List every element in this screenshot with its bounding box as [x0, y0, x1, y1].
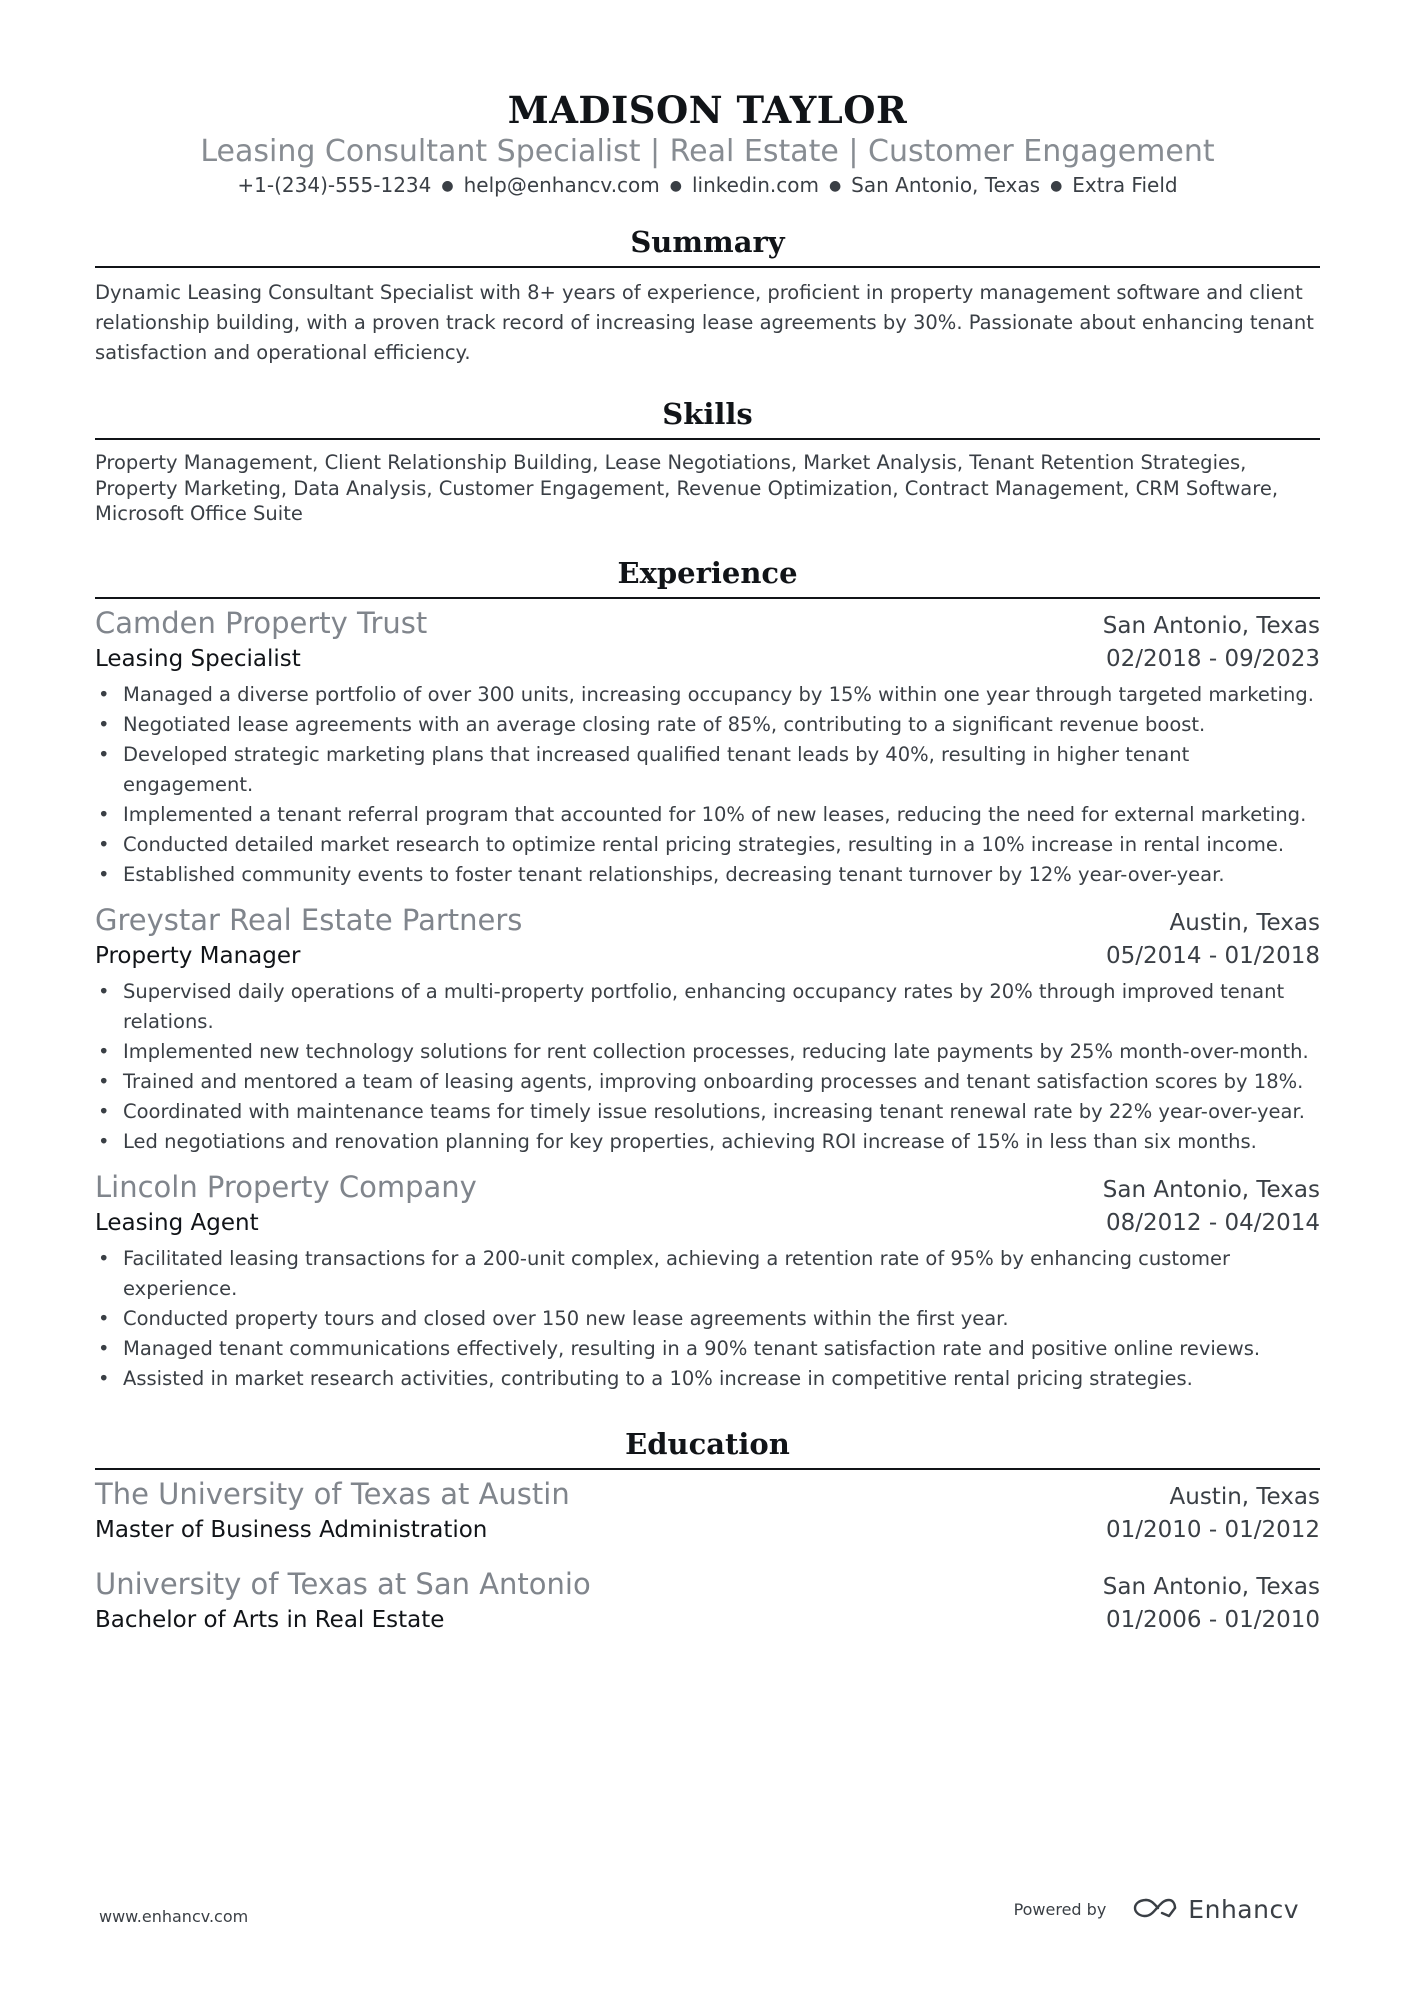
- contact-extra-field: Extra Field: [1072, 173, 1178, 197]
- list-item: • Developed strategic marketing plans that increased qualified tenant leads by 40%, resulting in higher tenant engagement.: [95, 740, 1320, 800]
- resume-content: [95, 88, 1320, 1637]
- achievement-list: [95, 680, 1320, 890]
- job-title: Property Manager: [95, 942, 301, 969]
- list-item: • Established community events to foster tenant relationships, decreasing tenant turnover by 12% year-over-year.: [95, 860, 1320, 890]
- entry-subheader-row: [95, 1206, 1320, 1240]
- section-divider: [95, 597, 1320, 599]
- footer-branding[interactable]: [1014, 1895, 1299, 1924]
- list-item: • Negotiated lease agreements with an average closing rate of 85%, contributing to a significant revenue boost.: [95, 710, 1320, 740]
- job-title: Leasing Specialist: [95, 645, 301, 672]
- entry-subheader-row: [95, 939, 1320, 973]
- entry-header-row: [95, 1566, 1320, 1603]
- achievement-list: [95, 977, 1320, 1157]
- list-item: • Coordinated with maintenance teams for timely issue resolutions, increasing tenant renewal rate by 22% year-over-year.: [95, 1097, 1320, 1127]
- section-title-experience: Experience: [617, 555, 798, 590]
- section-title-skills: Skills: [662, 397, 753, 431]
- section-title-education: Education: [625, 1426, 790, 1461]
- job-dates: 08/2012 - 04/2014: [1105, 1209, 1320, 1236]
- school-location: San Antonio, Texas: [1102, 1573, 1320, 1600]
- contact-linkedin[interactable]: linkedin.com: [691, 173, 819, 197]
- degree: Bachelor of Arts in Real Estate: [95, 1606, 445, 1633]
- bullet-separator: ●: [1050, 178, 1063, 194]
- education-section: [95, 1424, 1320, 1637]
- education-dates: 01/2006 - 01/2010: [1105, 1606, 1320, 1633]
- section-divider: [95, 438, 1320, 440]
- school-name: The University of Texas at Austin: [95, 1476, 570, 1511]
- brand-name: Enhancv: [1188, 1895, 1299, 1924]
- list-item: • Implemented a tenant referral program that accounted for 10% of new leases, reducing the need for external marketing.: [95, 800, 1320, 830]
- job-dates: 05/2014 - 01/2018: [1105, 942, 1320, 969]
- school-name: University of Texas at San Antonio: [95, 1566, 591, 1601]
- education-dates: 01/2010 - 01/2012: [1105, 1516, 1320, 1543]
- list-item: • Implemented new technology solutions for rent collection processes, reducing late payments by 25% month-over-month.: [95, 1037, 1320, 1067]
- entry-subheader-row: [95, 1603, 1320, 1637]
- contact-phone[interactable]: +1-(234)-555-1234: [237, 173, 432, 197]
- contact-email[interactable]: help@enhancv.com: [463, 173, 660, 197]
- skills-section: [95, 394, 1320, 527]
- experience-section: [95, 553, 1320, 1394]
- entry-header-row: [95, 1476, 1320, 1513]
- resume-header: [95, 88, 1320, 200]
- education-entry: [95, 1476, 1320, 1547]
- entry-subheader-row: [95, 1513, 1320, 1547]
- company-name: Greystar Real Estate Partners: [95, 902, 523, 937]
- entry-subheader-row: [95, 642, 1320, 676]
- list-item: • Managed a diverse portfolio of over 300 units, increasing occupancy by 15% within one year through targeted marketing.: [95, 680, 1320, 710]
- bullet-separator: ●: [441, 178, 454, 194]
- achievement-list: [95, 1244, 1320, 1394]
- experience-entry: [95, 605, 1320, 890]
- candidate-name: MADISON TAYLOR: [507, 88, 908, 132]
- summary-text: Dynamic Leasing Consultant Specialist with 8+ years of experience, proficient in property management software and client relationship building, with a proven track record of increasing lease agreements by 30%. Passionate about enhancing tenant satisfaction and operational efficiency.: [95, 281, 1314, 364]
- experience-entry: [95, 902, 1320, 1157]
- candidate-headline: Leasing Consultant Specialist | Real Estate | Customer Engagement: [200, 134, 1215, 169]
- footer-website-link[interactable]: www.enhancv.com: [99, 1907, 249, 1926]
- list-item: • Trained and mentored a team of leasing agents, improving onboarding processes and tenant satisfaction scores by 18%.: [95, 1067, 1320, 1097]
- contact-location: San Antonio, Texas: [851, 173, 1041, 197]
- list-item: • Led negotiations and renovation planning for key properties, achieving ROI increase of 15% in less than six months.: [95, 1127, 1320, 1157]
- job-location: San Antonio, Texas: [1102, 612, 1320, 639]
- section-divider: [95, 266, 1320, 268]
- list-item: • Supervised daily operations of a multi-property portfolio, enhancing occupancy rates by 20% through improved tenant relations.: [95, 977, 1320, 1037]
- list-item: • Managed tenant communications effectively, resulting in a 90% tenant satisfaction rate and positive online reviews.: [95, 1334, 1320, 1364]
- bullet-separator: ●: [828, 178, 842, 194]
- brand-logo: [1132, 1895, 1299, 1924]
- job-title: Leasing Agent: [95, 1209, 259, 1236]
- job-dates: 02/2018 - 09/2023: [1105, 645, 1320, 672]
- entry-header-row: [95, 1169, 1320, 1206]
- company-name: Camden Property Trust: [95, 605, 428, 640]
- summary-section: [95, 222, 1320, 368]
- entry-header-row: [95, 605, 1320, 642]
- degree: Master of Business Administration: [95, 1516, 488, 1543]
- list-item: • Conducted property tours and closed over 150 new lease agreements within the first year.: [95, 1304, 1320, 1334]
- experience-entry: [95, 1169, 1320, 1394]
- bullet-separator: ●: [669, 178, 682, 194]
- section-title-summary: Summary: [630, 225, 785, 259]
- list-item: • Conducted detailed market research to optimize rental pricing strategies, resulting in a 10% increase in rental income.: [95, 830, 1320, 860]
- enhancv-logo-icon: [1132, 1896, 1178, 1924]
- company-name: Lincoln Property Company: [95, 1169, 477, 1204]
- contact-line: [95, 171, 1320, 200]
- education-entry: [95, 1566, 1320, 1637]
- school-location: Austin, Texas: [1169, 1483, 1320, 1510]
- job-location: Austin, Texas: [1169, 909, 1320, 936]
- entry-header-row: [95, 902, 1320, 939]
- list-item: • Assisted in market research activities, contributing to a 10% increase in competitive rental pricing strategies.: [95, 1364, 1320, 1394]
- powered-by-label: Powered by: [1013, 1900, 1107, 1919]
- job-location: San Antonio, Texas: [1102, 1176, 1320, 1203]
- skills-text: Property Management, Client Relationship Building, Lease Negotiations, Market Analysis, Tenant Retention Strategies, Property Marketing, Data Analysis, Customer Engagement, Revenue Optimization, Contract Management, CRM Software, Microsoft Office Suite: [95, 451, 1279, 525]
- section-divider: [95, 1468, 1320, 1470]
- list-item: • Facilitated leasing transactions for a 200-unit complex, achieving a retention rate of 95% by enhancing customer experience.: [95, 1244, 1320, 1304]
